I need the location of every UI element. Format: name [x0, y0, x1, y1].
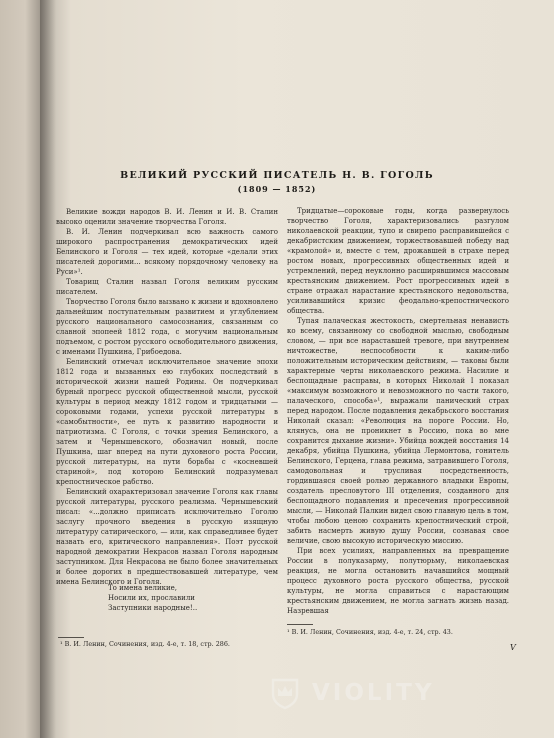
paragraph: В. И. Ленин подчеркивал всю важность самого широкого распространения демократических идей Белинского и Гоголя — тех идей, которые «делали этих писателей дорогими... всякому порядочному человеку на Руси»¹. — [56, 228, 278, 276]
paragraph: Тридцатые—сороковые годы, когда развернулось творчество Гоголя, характеризовались разгулом николаевской реакции, тупо и свирепо расправившейся с декабристским движением, торжествовавшей победу над «крамолой» и, вместе с тем, дрожавшей в страхе перед ростом новых, прогрессивных общественных идей и устремлений, перед неуклонно расширявшимся массовым крестьянским движением. Рост прогрессивных идей в стране отражал нарастание крестьянского недовольства, усиливавшийся кризис феодально-крепостнического общества. — [287, 207, 509, 315]
article-title: ВЕЛИКИЙ РУССКИЙ ПИСАТЕЛЬ Н. В. ГОГОЛЬ — [120, 170, 434, 181]
footnote-left: ¹ В. И. Ленин, Сочинения, изд. 4-е, т. 18, стр. 286. — [60, 640, 230, 648]
footnote-divider — [287, 624, 313, 625]
paragraph: Творчество Гоголя было вызвано к жизни и вдохновлено дальнейшим поступательным развитием и углублением русского национального самосознания, связанным со славной эпопеей 1812 года, с могучим национальным подъемом, с ростом русского освободительного движения, с именами Пушкина, Грибоедова. — [56, 298, 278, 356]
watermark-text: VIOLITY — [312, 680, 435, 706]
paragraph: Великие вожди народов В. И. Ленин и И. В. Сталин высоко оценили значение творчества Гоголя. — [56, 208, 278, 226]
left-column — [56, 207, 278, 587]
verse-line: Заступники народные!.. — [108, 604, 198, 612]
paragraph: Белинский охарактеризовал значение Гоголя как главы русской литературы, русского реализма. Чернышевский писал: «...должно приписать исключительно Гоголю заслугу прочного введения в русскую изящную литературу сатирического, — или, как справедливее будет назвать его, критического направления». Поэт русской народной демократии Некрасов назвал Гоголя народным заступником. Для Некрасова не было более значительных и более дорогих в предшествовавшей литературе, чем имена Белинского и Гоголя. — [56, 488, 278, 586]
right-column — [287, 206, 509, 616]
crown-shield-logo-icon — [268, 676, 302, 710]
verse-line: То имена великие, — [108, 584, 178, 592]
paragraph: Товарищ Сталин назвал Гоголя великим русским писателем. — [56, 278, 278, 296]
paragraph: Белинский отмечал исключительное значение эпохи 1812 года и вызванных ею глубоких последствий в исторической жизни нашей Родины. Он подчеркивал бурный прогресс русской общественной мысли, русской культуры в период между 1812 годом и тридцатыми — сороковыми годами, успехи русской литературы в «самобытности», ее путь к развитию народности и патриотизма. С Гоголя, с точки зрения Белинского, а затем и Чернышевского, обозначил новый, после Пушкина, шаг вперед на пути духовного роста России, русской литературы, на пути борьбы с «косневшей стариной», под которою Белинский подразумевал крепостническое рабство. — [56, 358, 278, 486]
spine-shadow — [40, 0, 56, 738]
article-subtitle: (1809 — 1852) — [237, 184, 317, 194]
footnote-right: ¹ В. И. Ленин, Сочинения, изд. 4-е, т. 24, стр. 43. — [287, 628, 453, 636]
paragraph: При всех усилиях, направленных на превращение России в полуказарму, полутюрьму, николаевская реакция, не могла остановить начавшийся мощный процесс духовного роста русского общества, русской культуры, не могла справиться с нарастающим крестьянским движением, не могла загнать жизнь назад. Назревшая — [287, 547, 509, 615]
footnote-divider — [58, 637, 84, 638]
verse-line: Носили их, прославили — [108, 594, 195, 602]
page-number: V — [510, 643, 516, 652]
watermark — [268, 676, 434, 710]
paragraph: Тупая палаческая жестокость, смертельная ненависть ко всему, связанному со свободной мыслью, свободным словом, — при все нараставшей тревоге, при внутреннем ничтожестве, неспособности к каким-либо положительным историческим действиям, — таковы были характерные черты николаевского режима. Насилие и беспощадные расправы, в которых Николай I показал «максимум возможного и невозможного по части такого, палаческого, способа»¹, выражали панический страх перед народом. После подавления декабрьского восстания Николай сказал: «Революция на пороге России. Но, клянусь, она не проникнет в Россию, пока во мне сохранится дыхание жизни». Убийца вождей восстания 14 декабря, убийца Пушкина, убийца Лермонтова, гонитель Белинского, Герцена, глава режима, затравившего Гоголя, самодовольная и трусливая посредственность, гордившаяся своей ролью державного владыки Европы, создатель пресловутого III отделения, созданного для беспощадного подавления и пресечения прогрессивной мысли, — Николай Палкин видел свою главную цель в том, чтобы любою ценою сохранить крепостнический строй, забить насмерть живую душу России, сознавая свое величие, свою высокую историческую миссию. — [287, 317, 509, 545]
verse-quote — [108, 583, 197, 613]
